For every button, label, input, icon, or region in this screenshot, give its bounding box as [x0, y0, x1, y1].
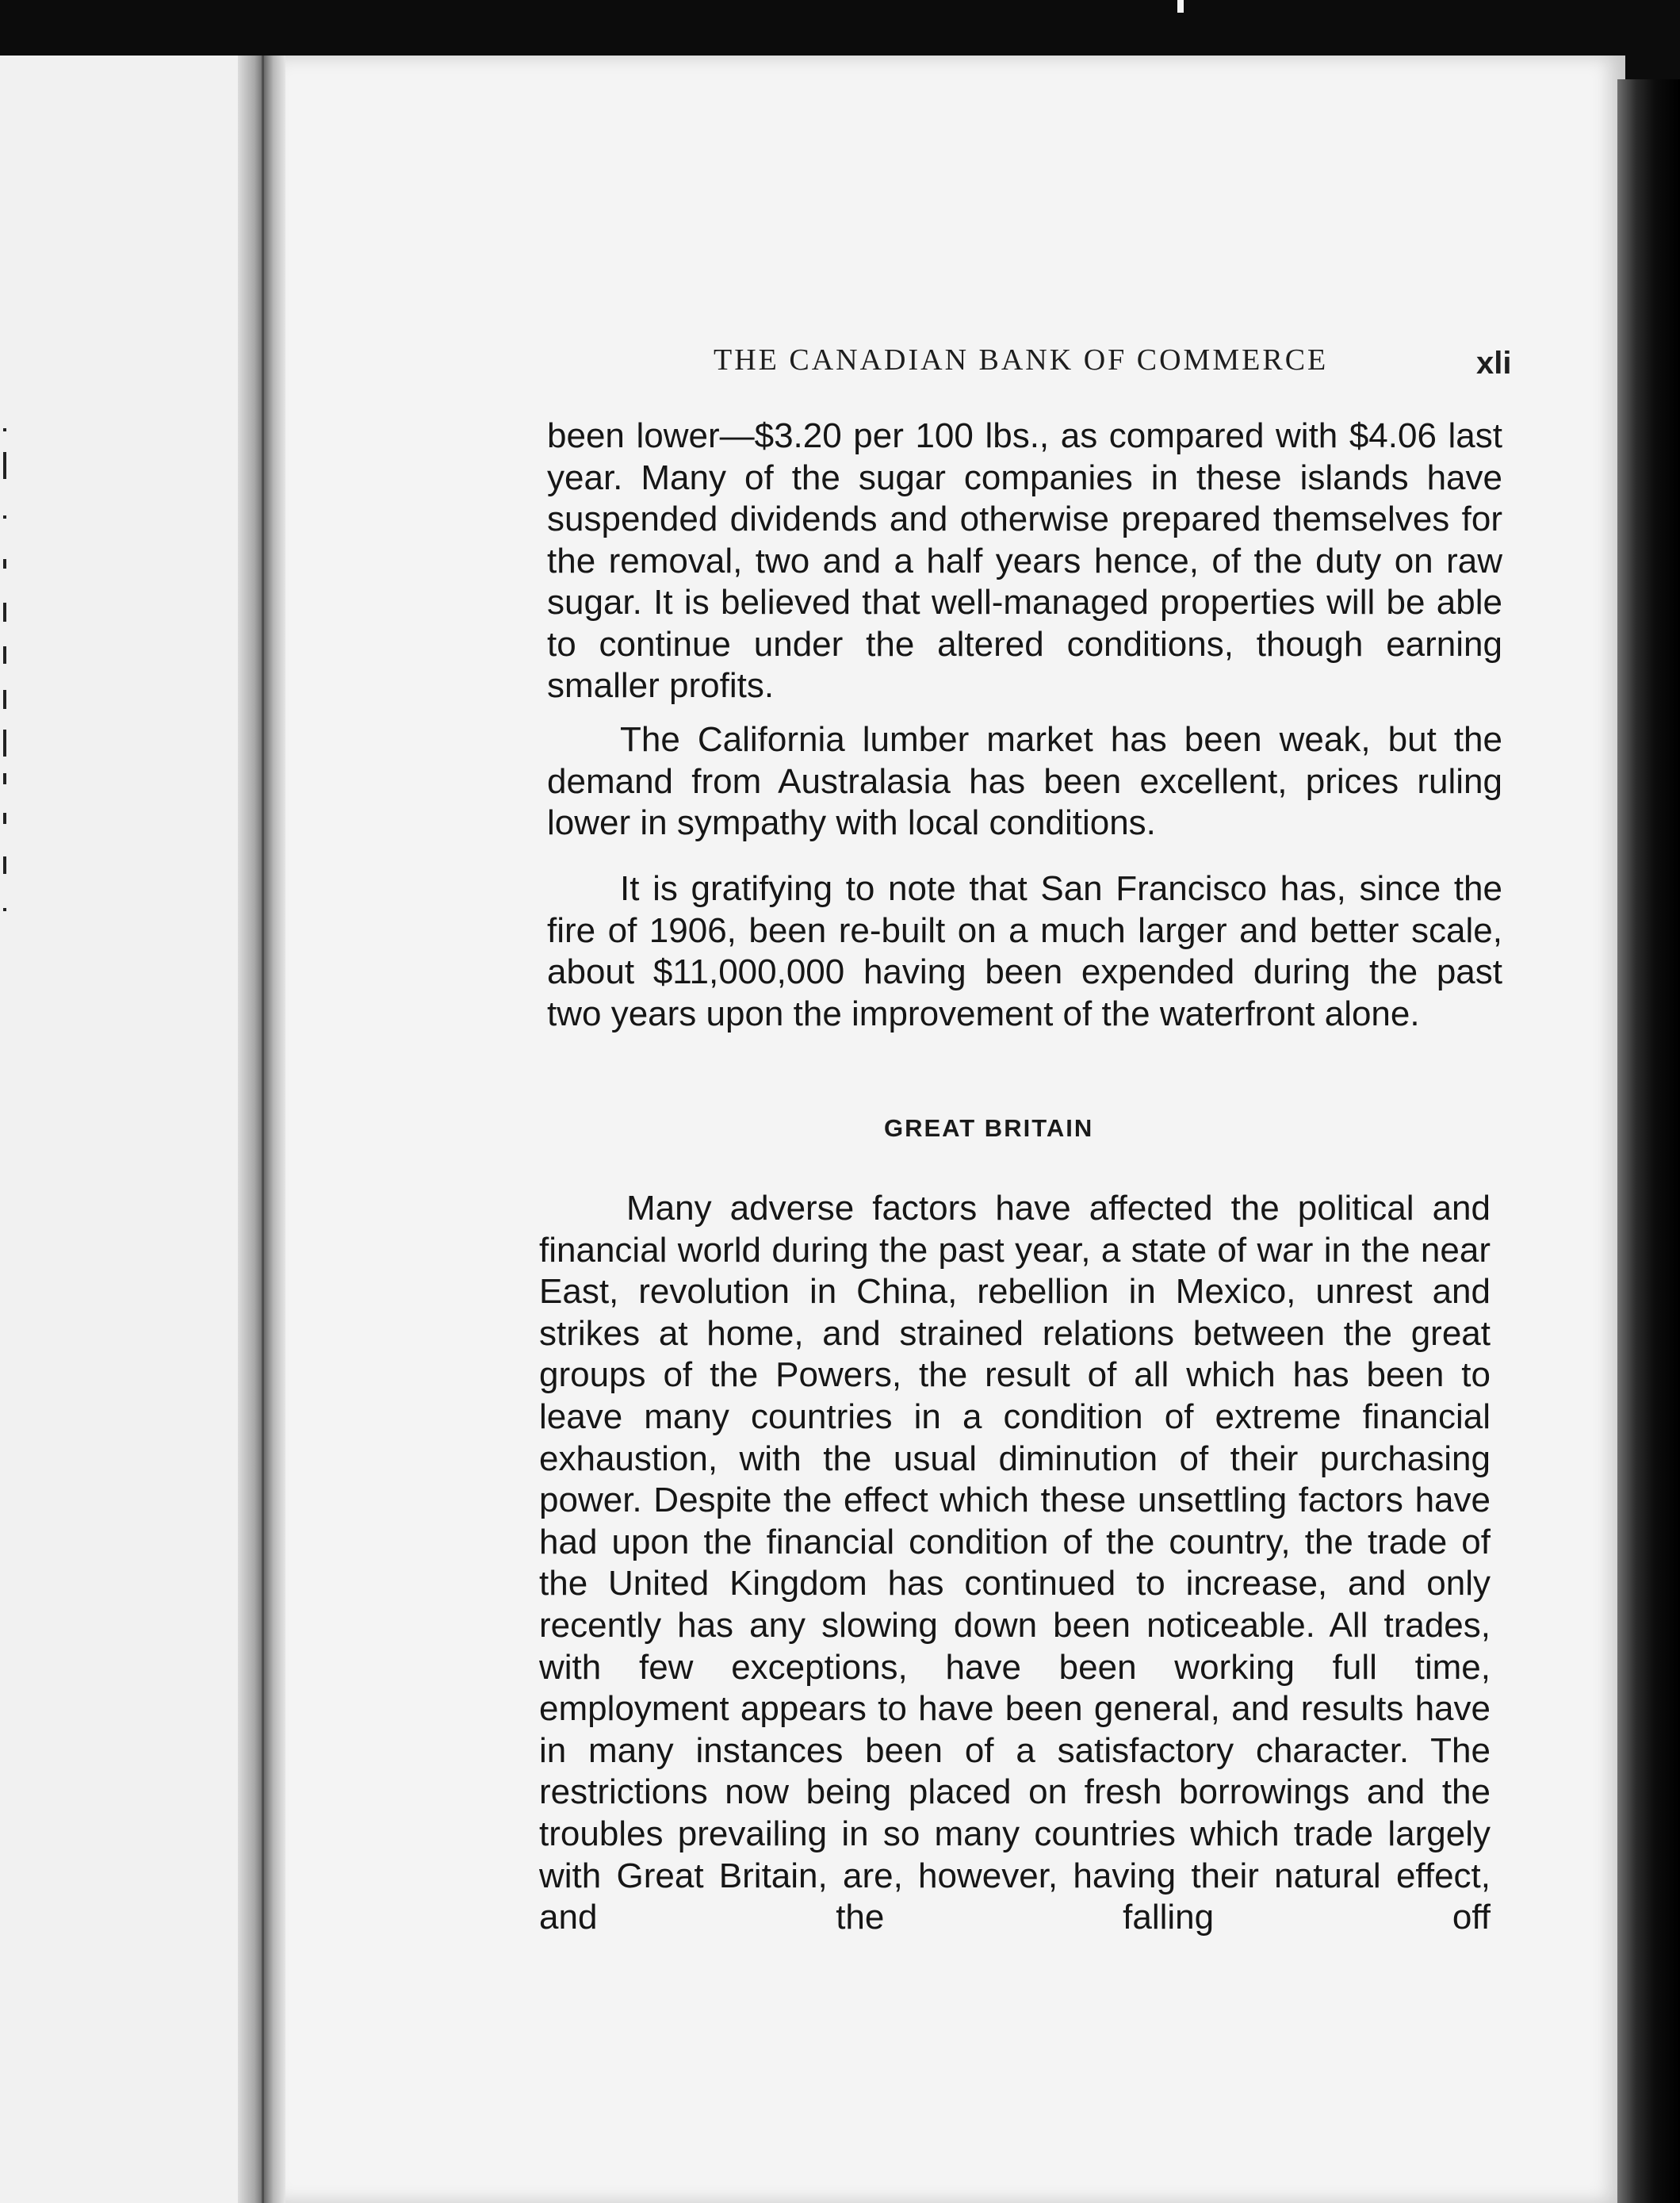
edge-mark	[3, 603, 6, 622]
scan-artifact	[1177, 0, 1184, 13]
paragraph-san-francisco: It is gratifying to note that San Francisco has, since the fire of 1906, been re-built on a much larger and better scale, about $11,000,000 having been expended during the past two years upon the improvement of the waterfront alone.	[547, 869, 1502, 1033]
running-head: THE CANADIAN BANK OF COMMERCE	[714, 343, 1329, 377]
edge-mark	[3, 646, 6, 664]
paragraph-lumber: The California lumber market has been weak, but the demand from Australasia has been excellent, prices ruling lower in sympathy with local conditions.	[547, 720, 1502, 842]
page-right-edge	[1617, 79, 1680, 2203]
edge-mark	[3, 452, 6, 479]
paragraph-sugar: been lower—$3.20 per 100 lbs., as compared with $4.06 last year. Many of the sugar companies in these islands have suspended dividends and otherwise prepared themselves for the removal, two and a half years hence, of the duty on raw sugar. It is believed that well-managed properties will be able to continue under the altered conditions, though earning smaller profits.	[547, 416, 1502, 705]
page-number: xli	[1476, 346, 1512, 381]
edge-mark	[3, 559, 6, 569]
gutter-shadow-line	[262, 56, 264, 2203]
edge-mark	[3, 856, 6, 874]
edge-mark	[3, 730, 6, 757]
adjacent-page-edge-marks	[0, 56, 24, 2203]
edge-mark	[3, 690, 6, 709]
edge-mark	[3, 813, 6, 824]
paragraph-great-britain: Many adverse factors have affected the political and financial world during the past year, a state of war in the near East, revolution in China, rebellion in Mexico, unrest and strikes at home, and strained relations between the great groups of the Powers, the result of all which has been to leave many countries in a condition of extreme financial exhaustion, with the usual diminution of their purchasing power. Despite the effect which these unsettling factors have had upon the financial condition of the country, the trade of the United Kingdom has continued to increase, and only recently has any slowing down been noticeable. All trades, with few exceptions, have been working full time, employment appears to have been general, and results have in many instances been of a satisfactory character. The restrictions now being placed on fresh borrowings and the troubles prevailing in so many countries which trade largely with Great Britain, are, however, having their natural effect, and the falling off	[539, 1189, 1491, 1937]
edge-mark	[3, 428, 6, 431]
edge-mark	[3, 515, 6, 519]
section-heading: GREAT BRITAIN	[884, 1114, 1094, 1142]
adjacent-page	[0, 56, 238, 2203]
edge-mark	[3, 773, 6, 784]
edge-mark	[3, 908, 6, 911]
